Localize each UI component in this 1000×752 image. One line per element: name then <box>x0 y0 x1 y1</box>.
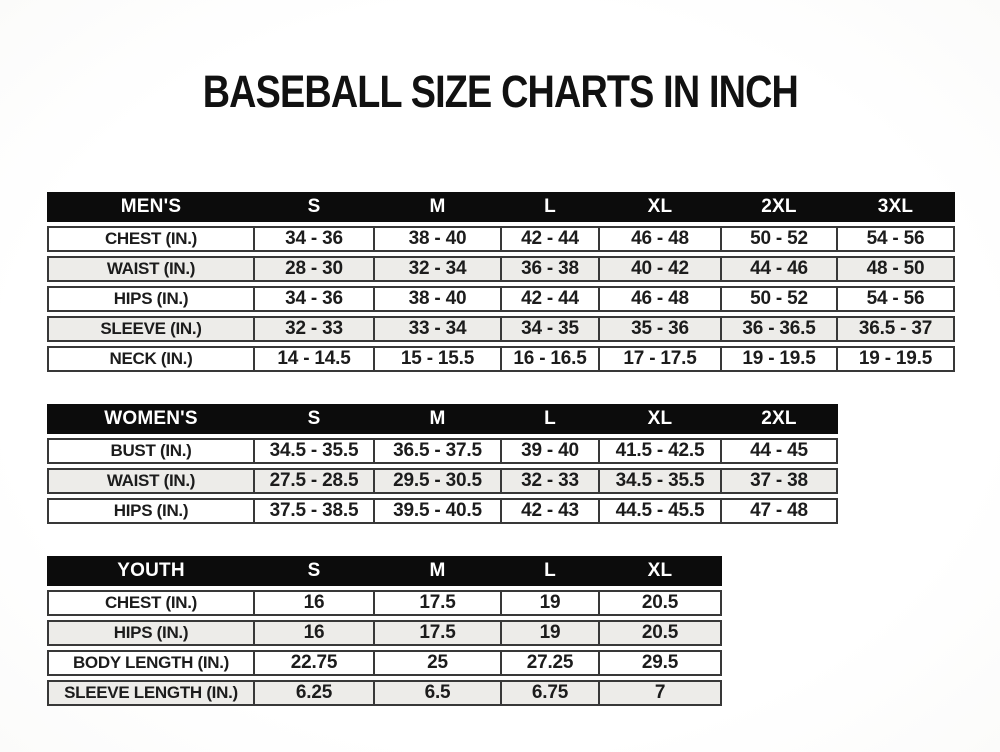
size-value-cell: 14 - 14.5 <box>255 346 375 372</box>
size-column-header: 3XL <box>838 192 955 222</box>
youth-size-table <box>47 552 722 710</box>
size-value-cell: 6.5 <box>375 680 502 706</box>
table-row <box>47 650 722 676</box>
title-container <box>0 68 1000 118</box>
group-header-cell: MEN'S <box>47 192 255 222</box>
mens-size-table <box>47 188 955 376</box>
size-value-cell: 42 - 43 <box>502 498 600 524</box>
size-column-header: S <box>255 556 375 586</box>
measurement-label: CHEST (IN.) <box>47 226 255 252</box>
size-column-header: 2XL <box>722 192 838 222</box>
size-value-cell: 16 <box>255 620 375 646</box>
size-column-header: L <box>502 192 600 222</box>
measurement-label: BODY LENGTH (IN.) <box>47 650 255 676</box>
size-value-cell: 35 - 36 <box>600 316 722 342</box>
size-value-cell: 29.5 - 30.5 <box>375 468 502 494</box>
size-value-cell: 34.5 - 35.5 <box>255 438 375 464</box>
measurement-label: BUST (IN.) <box>47 438 255 464</box>
table-row <box>47 438 838 464</box>
table-row <box>47 286 955 312</box>
size-column-header: XL <box>600 192 722 222</box>
table-row <box>47 620 722 646</box>
size-value-cell: 44 - 45 <box>722 438 838 464</box>
size-value-cell: 16 <box>255 590 375 616</box>
table-row <box>47 256 955 282</box>
measurement-label: CHEST (IN.) <box>47 590 255 616</box>
header-row <box>47 192 955 222</box>
size-value-cell: 22.75 <box>255 650 375 676</box>
size-value-cell: 54 - 56 <box>838 286 955 312</box>
size-column-header: S <box>255 404 375 434</box>
size-value-cell: 50 - 52 <box>722 286 838 312</box>
measurement-label: SLEEVE (IN.) <box>47 316 255 342</box>
page-title: BASEBALL SIZE CHARTS IN INCH <box>202 66 798 117</box>
size-value-cell: 17 - 17.5 <box>600 346 722 372</box>
size-value-cell: 38 - 40 <box>375 226 502 252</box>
size-value-cell: 42 - 44 <box>502 226 600 252</box>
size-value-cell: 36 - 38 <box>502 256 600 282</box>
size-column-header: M <box>375 556 502 586</box>
size-value-cell: 44 - 46 <box>722 256 838 282</box>
size-value-cell: 20.5 <box>600 620 722 646</box>
header-row <box>47 556 722 586</box>
size-value-cell: 41.5 - 42.5 <box>600 438 722 464</box>
size-value-cell: 19 - 19.5 <box>722 346 838 372</box>
table-row <box>47 590 722 616</box>
table-row <box>47 498 838 524</box>
measurement-label: SLEEVE LENGTH (IN.) <box>47 680 255 706</box>
size-column-header: L <box>502 404 600 434</box>
size-value-cell: 32 - 34 <box>375 256 502 282</box>
size-value-cell: 34 - 36 <box>255 226 375 252</box>
size-value-cell: 27.25 <box>502 650 600 676</box>
size-value-cell: 32 - 33 <box>255 316 375 342</box>
table-row <box>47 226 955 252</box>
size-value-cell: 39.5 - 40.5 <box>375 498 502 524</box>
size-value-cell: 20.5 <box>600 590 722 616</box>
size-value-cell: 19 <box>502 620 600 646</box>
size-value-cell: 46 - 48 <box>600 286 722 312</box>
size-value-cell: 36.5 - 37.5 <box>375 438 502 464</box>
size-column-header: XL <box>600 404 722 434</box>
size-value-cell: 25 <box>375 650 502 676</box>
table-row <box>47 346 955 372</box>
size-value-cell: 6.75 <box>502 680 600 706</box>
measurement-label: HIPS (IN.) <box>47 620 255 646</box>
size-value-cell: 16 - 16.5 <box>502 346 600 372</box>
size-column-header: 2XL <box>722 404 838 434</box>
size-value-cell: 29.5 <box>600 650 722 676</box>
table-row <box>47 316 955 342</box>
size-value-cell: 37 - 38 <box>722 468 838 494</box>
group-header-cell: YOUTH <box>47 556 255 586</box>
size-value-cell: 42 - 44 <box>502 286 600 312</box>
group-header-cell: WOMEN'S <box>47 404 255 434</box>
size-value-cell: 7 <box>600 680 722 706</box>
size-value-cell: 44.5 - 45.5 <box>600 498 722 524</box>
table-row <box>47 468 838 494</box>
measurement-label: WAIST (IN.) <box>47 256 255 282</box>
measurement-label: HIPS (IN.) <box>47 286 255 312</box>
size-value-cell: 34.5 - 35.5 <box>600 468 722 494</box>
size-column-header: M <box>375 404 502 434</box>
size-value-cell: 37.5 - 38.5 <box>255 498 375 524</box>
size-column-header: L <box>502 556 600 586</box>
size-value-cell: 33 - 34 <box>375 316 502 342</box>
size-value-cell: 36.5 - 37 <box>838 316 955 342</box>
size-value-cell: 54 - 56 <box>838 226 955 252</box>
size-value-cell: 39 - 40 <box>502 438 600 464</box>
size-value-cell: 27.5 - 28.5 <box>255 468 375 494</box>
size-column-header: M <box>375 192 502 222</box>
size-value-cell: 17.5 <box>375 590 502 616</box>
size-tables <box>47 188 1000 710</box>
size-value-cell: 19 - 19.5 <box>838 346 955 372</box>
size-value-cell: 32 - 33 <box>502 468 600 494</box>
womens-size-table <box>47 400 838 528</box>
measurement-label: WAIST (IN.) <box>47 468 255 494</box>
table-row <box>47 680 722 706</box>
measurement-label: NECK (IN.) <box>47 346 255 372</box>
size-value-cell: 46 - 48 <box>600 226 722 252</box>
size-value-cell: 6.25 <box>255 680 375 706</box>
size-value-cell: 34 - 36 <box>255 286 375 312</box>
measurement-label: HIPS (IN.) <box>47 498 255 524</box>
size-value-cell: 50 - 52 <box>722 226 838 252</box>
size-value-cell: 38 - 40 <box>375 286 502 312</box>
size-value-cell: 15 - 15.5 <box>375 346 502 372</box>
size-value-cell: 40 - 42 <box>600 256 722 282</box>
size-value-cell: 34 - 35 <box>502 316 600 342</box>
size-value-cell: 36 - 36.5 <box>722 316 838 342</box>
size-value-cell: 48 - 50 <box>838 256 955 282</box>
size-column-header: XL <box>600 556 722 586</box>
size-value-cell: 19 <box>502 590 600 616</box>
size-value-cell: 28 - 30 <box>255 256 375 282</box>
size-value-cell: 17.5 <box>375 620 502 646</box>
size-value-cell: 47 - 48 <box>722 498 838 524</box>
header-row <box>47 404 838 434</box>
size-column-header: S <box>255 192 375 222</box>
